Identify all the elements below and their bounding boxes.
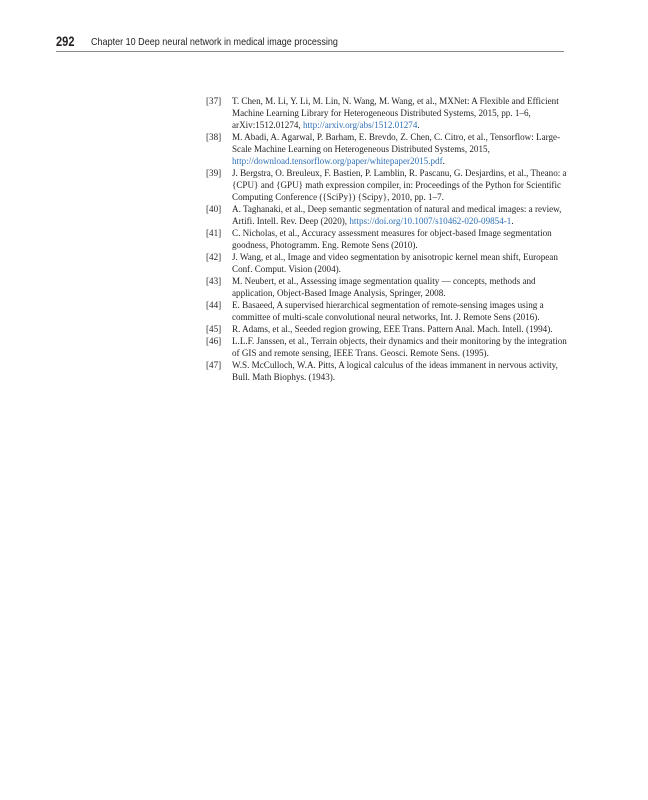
- reference-item-46: [206, 335, 568, 359]
- reference-text: A. Taghanaki, et al., Deep semantic segmentation of natural and medical images: a review, Artifi. Intell. Rev. Deep (2020),: [232, 204, 562, 226]
- reference-item-41: [206, 227, 568, 251]
- reference-number: [41]: [206, 228, 222, 238]
- reference-text: W.S. McCulloch, W.A. Pitts, A logical calculus of the ideas immanent in nervous activity, Bull. Math Biophys. (1943).: [232, 360, 558, 382]
- reference-item-40: [206, 203, 568, 227]
- reference-number: [37]: [206, 96, 222, 106]
- page-number: 292: [56, 34, 75, 49]
- reference-number: [46]: [206, 336, 222, 346]
- reference-number: [38]: [206, 132, 222, 142]
- reference-text: J. Wang, et al., Image and video segmentation by anisotropic kernel mean shift, European Conf. Comput. Vision (2004).: [232, 252, 558, 274]
- reference-text: C. Nicholas, et al., Accuracy assessment measures for object-based Image segmentation goodness, Photogramm. Eng. Remote Sens (2010).: [232, 228, 552, 250]
- reference-number: [39]: [206, 168, 222, 178]
- reference-item-45: [206, 323, 568, 335]
- reference-number: [44]: [206, 300, 222, 310]
- reference-item-44: [206, 299, 568, 323]
- reference-text-end: .: [511, 216, 514, 226]
- reference-item-43: [206, 275, 568, 299]
- reference-text: E. Basaeed, A supervised hierarchical segmentation of remote-sensing images using a committee of multi-scale convolutional neural networks, Int. J. Remote Sens (2016).: [232, 300, 544, 322]
- reference-item-39: [206, 167, 568, 203]
- running-header: [56, 34, 564, 52]
- reference-text: M. Abadi, A. Agarwal, P. Barham, E. Brevdo, Z. Chen, C. Citro, et al., Tensorflow: Large-Scale Machine Learning on Heterogeneous Distributed Systems, 2015,: [232, 132, 561, 154]
- reference-link[interactable]: http://arxiv.org/abs/1512.01274: [302, 120, 418, 130]
- reference-link[interactable]: https://doi.org/10.1007/s10462-020-09854-1: [349, 216, 512, 226]
- reference-list: [206, 95, 568, 383]
- reference-item-42: [206, 251, 568, 275]
- reference-text: M. Neubert, et al., Assessing image segmentation quality — concepts, methods and application, Object-Based Image Analysis, Springer, 2008.: [232, 276, 536, 298]
- reference-text: J. Bergstra, O. Breuleux, F. Bastien, P. Lamblin, R. Pascanu, G. Desjardins, et al., Theano: a {CPU} and {GPU} math expression compiler, in: Proceedings of the Python for Scientific Computing Conference ({SciPy}) {Scipy}, 2010, pp. 1–7.: [232, 168, 567, 202]
- reference-number: [40]: [206, 204, 222, 214]
- reference-text-end: .: [442, 156, 445, 166]
- chapter-title: Chapter 10 Deep neural network in medical image processing: [91, 36, 338, 48]
- reference-number: [45]: [206, 324, 222, 334]
- reference-text-end: .: [417, 120, 420, 130]
- reference-item-47: [206, 359, 568, 383]
- reference-item-38: [206, 131, 568, 167]
- reference-item-37: [206, 95, 568, 131]
- reference-link[interactable]: http://download.tensorflow.org/paper/whitepaper2015.pdf: [232, 156, 443, 166]
- reference-text: R. Adams, et al., Seeded region growing, EEE Trans. Pattern Anal. Mach. Intell. (1994).: [232, 324, 553, 334]
- reference-number: [43]: [206, 276, 222, 286]
- reference-text: L.L.F. Janssen, et al., Terrain objects, their dynamics and their monitoring by the integration of GIS and remote sensing, IEEE Trans. Geosci. Remote Sens. (1995).: [232, 336, 567, 358]
- reference-number: [42]: [206, 252, 222, 262]
- reference-text: T. Chen, M. Li, Y. Li, M. Lin, N. Wang, M. Wang, et al., MXNet: A Flexible and Efficient Machine Learning Library for Heterogeneous Distributed Systems, 2015, pp. 1–6, arXiv:1512.01274,: [232, 96, 559, 130]
- reference-number: [47]: [206, 360, 222, 370]
